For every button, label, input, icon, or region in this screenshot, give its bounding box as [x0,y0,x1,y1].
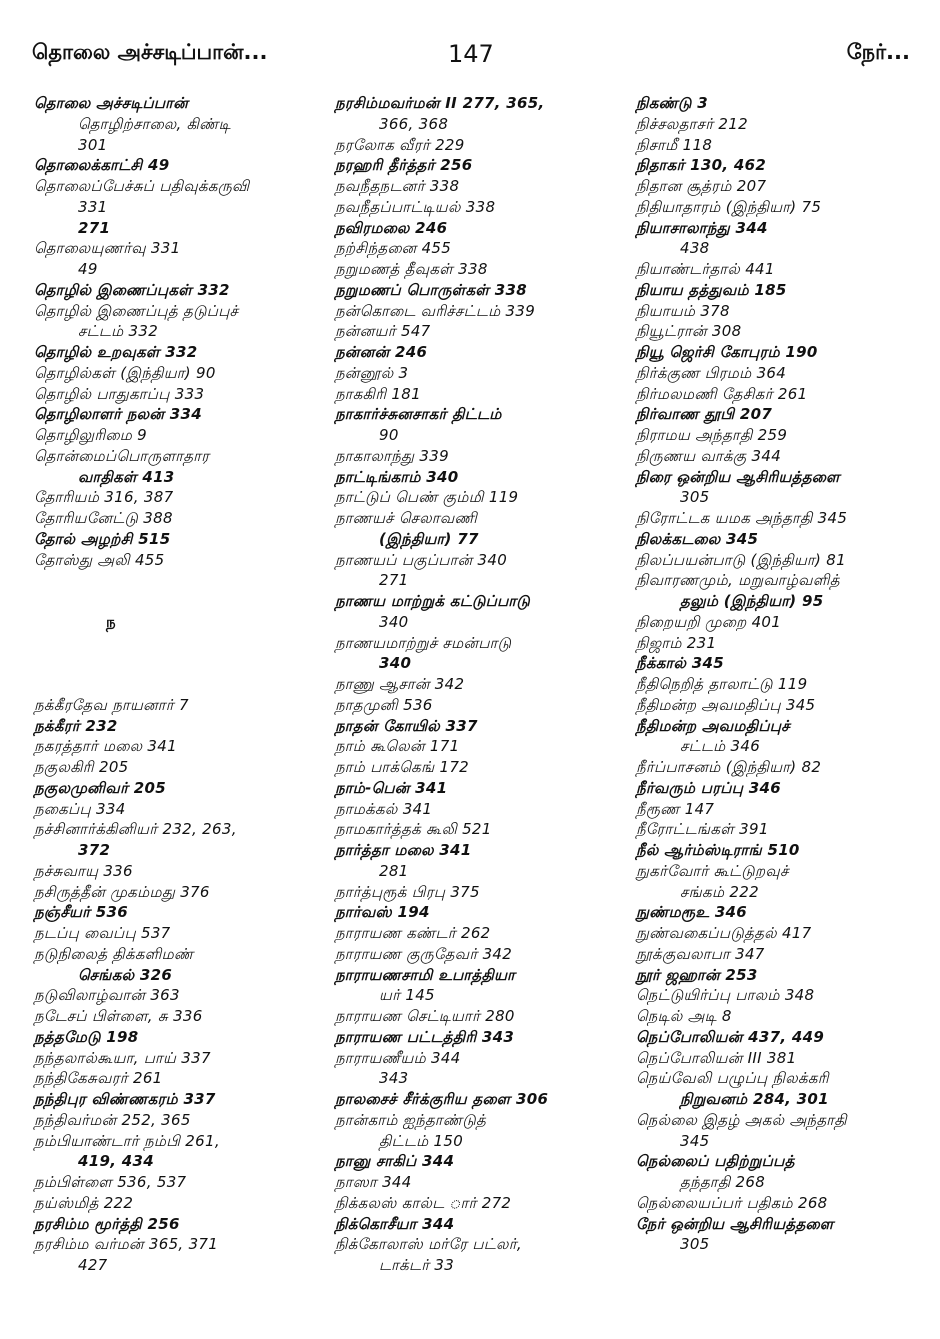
index-entry: நார்த்புரூக் பிரபு 375 [335,882,480,901]
index-entry-continuation: 343 [379,1069,409,1088]
index-entry: நடேசப் பிள்ளை, சு 336 [34,1007,203,1025]
index-entry-continuation: 366, 368 [379,114,449,133]
index-entry: நந்திகேசுவரர் 261 [34,1069,163,1088]
index-entry-continuation: 438 [680,239,710,258]
index-entry: நாராயண செட்டியார் 280 [335,1007,515,1025]
index-entry: நீர்வரும் பரப்பு 346 [636,778,781,797]
index-entry: நாம்-பென் 341 [335,778,448,797]
index-entry: நச்சினார்க்கினியர் 232, 263, [34,820,237,839]
index-entry-continuation: 90 [379,426,399,444]
index-entry: நியூட்ரான் 308 [636,322,742,341]
index-entry: நக்கீரதேவ நாயனார் 7 [34,695,189,714]
section-letter: ந [106,612,116,631]
index-entry: நாட்டிங்காம் 340 [335,467,459,486]
index-entry: நிரை ஒன்றிய ஆசிரியத்தளை [636,467,840,486]
index-entry: நெய்வேலி பழுப்பு நிலக்கரி [636,1069,829,1088]
index-entry-continuation: 419, 434 [78,1152,154,1171]
index-entry: தொழில் பாதுகாப்பு 333 [34,384,205,403]
index-entry-continuation: தொழிற்சாலை, கிண்டி [78,114,231,133]
index-entry: நியாய தத்துவம் 185 [636,280,787,299]
index-entry-continuation: 271 [379,571,409,590]
index-entry: நிசாமீ 118 [636,135,713,154]
blank-line [34,633,324,654]
index-entry: நுகர்வோர் கூட்டுறவுச் [636,861,789,880]
page-number: 147 [448,40,494,68]
index-entry: நாணயப் பகுப்பான் 340 [335,550,508,569]
index-entry: நிதாகர் 130, 462 [636,156,767,175]
blank-line [34,591,324,612]
index-entry: நாமகார்த்தக் கூலி 521 [335,820,492,839]
index-entry: நூர் ஜஹான் 253 [636,965,758,984]
index-entry: நீர்ப்பாசனம் (இந்தியா) 82 [636,758,822,776]
index-entry: நந்தலால்கூயா, பாய் 337 [34,1048,211,1067]
running-head-left: தொலை அச்சடிப்பான்... [32,40,268,64]
index-entry: நன்கொடை வரிச்சட்டம் 339 [335,301,536,320]
index-entry-continuation: திட்டம் 150 [379,1131,464,1150]
index-entry: நிச்சலதாசர் 212 [636,114,748,133]
index-entry: நுண்மரூஉ 346 [636,903,748,922]
index-entry: நரலோக வீரர் 229 [335,135,465,154]
index-entry: நியாசாலாந்து 344 [636,218,768,237]
index-entry-continuation: தந்தாதி 268 [680,1173,766,1191]
index-entry: நடுவிலாழ்வான் 363 [34,986,180,1005]
index-entry: நறுமணப் பொருள்கள் 338 [335,280,527,299]
index-entry: தோரியம் 316, 387 [34,488,174,507]
index-entry: நாராயணீயம் 344 [335,1048,461,1067]
index-entry: நீதிநெறித் தாலாட்டு 119 [636,675,808,693]
index-entry: நிலக்கடலை 345 [636,529,759,548]
index-entry: நிர்க்குண பிரமம் 364 [636,363,787,382]
index-entry: நெல்லையப்பர் பதிகம் 268 [636,1193,828,1212]
index-entry: நாமக்கல் 341 [335,799,433,818]
index-entry: நரசிம்ம வர்மன் 365, 371 [34,1235,219,1254]
index-entry: நிர்மலமணி தேசிகர் 261 [636,384,808,403]
index-entry: நீதிமன்ற அவமதிப்புச் [636,716,790,735]
index-entry: தொலையுணர்வு 331 [34,239,181,258]
index-entry: நரசிம்மவர்மன் II 277, 365, [335,94,545,112]
index-entry-continuation: 340 [379,654,412,673]
index-entry: நரஹரி தீர்த்தர் 256 [335,156,473,175]
index-entry-continuation: 305 [680,488,710,507]
index-entry: நாதன் கோயில் 337 [335,716,478,735]
index-entry: நாம் பாக்கெங் 172 [335,758,470,776]
index-entry: நிகண்டு 3 [636,94,708,112]
blank-line [34,674,324,695]
index-entry: நீரூண 147 [636,799,715,818]
index-entry-continuation: 49 [78,260,98,278]
index-entry: தோல் அழற்சி 515 [34,529,171,548]
index-entry: தொலைக்காட்சி 49 [34,156,170,175]
index-entry: நீல் ஆர்ம்ஸ்டிராங் 510 [636,841,800,859]
index-entry: நீக்கால் 345 [636,654,725,673]
index-entry: நகுலமுனிவர் 205 [34,778,166,797]
blank-line [34,653,324,674]
index-entry-continuation: தலும் (இந்தியா) 95 [680,592,824,610]
index-entry: தொழில்கள் (இந்தியா) 90 [34,363,216,382]
index-entry: நசிருத்தீன் முகம்மது 376 [34,882,210,901]
index-entry: நுண்வகைப்படுத்தல் 417 [636,924,812,942]
index-entry: நம்பிள்ளை 536, 537 [34,1173,187,1191]
index-entry: நார்வஸ் 194 [335,903,430,922]
index-entry: நன்னயர் 547 [335,322,431,341]
index-entry: நறுமணத் தீவுகள் 338 [335,260,488,278]
index-column-1 [34,93,324,1276]
index-entry: நற்சிந்தனை 455 [335,239,452,258]
index-entry-continuation: 301 [78,135,108,154]
index-entry: நாராயண கண்டர் 262 [335,924,491,942]
index-entry: நெடில் அடி 8 [636,1007,732,1025]
index-entry: நிதான சூத்ரம் 207 [636,177,767,195]
index-entry-continuation: யர் 145 [379,986,435,1005]
running-head-right: நேர்... [846,40,910,64]
index-entry: நன்னூல் 3 [335,363,409,382]
index-entry-continuation: 345 [680,1131,710,1150]
index-entry: நேர் ஒன்றிய ஆசிரியத்தளை [636,1214,834,1233]
index-entry-continuation: சட்டம் 346 [680,737,761,756]
index-entry: நாகாலாந்து 339 [335,446,449,465]
index-entry: நாணயமாற்றுச் சமன்பாடு [335,633,512,652]
index-entry: நவநீதப்பாட்டியல் 338 [335,197,496,216]
index-entry: நீதிமன்ற அவமதிப்பு 345 [636,695,816,714]
index-entry: நந்திவர்மன் 252, 365 [34,1110,191,1129]
index-entry: தொன்மைப்பொருளாதார [34,446,210,465]
index-entry-continuation: 340 [379,612,409,631]
index-entry: நாம் கூலென் 171 [335,737,460,756]
index-entry: நியாண்டர்தால் 441 [636,260,775,278]
index-entry-continuation: டாக்டர் 33 [379,1256,455,1274]
index-entry: நம்பியாண்டார் நம்பி 261, [34,1131,220,1150]
blank-line [34,570,324,591]
index-entry: நிருணய வாக்கு 344 [636,446,782,465]
index-entry: நெப்போலியன் III 381 [636,1048,797,1067]
index-entry: நாலசைச் சீர்க்குரிய தளை 306 [335,1090,549,1108]
index-entry: நிரோட்டக யமக அந்தாதி 345 [636,509,848,527]
index-entry: நக்கீரர் 232 [34,716,118,735]
index-entry-continuation: சட்டம் 332 [78,322,159,341]
index-entry: நன்னன் 246 [335,343,428,361]
index-entry: நாகார்ச்சுனசாகர் திட்டம் [335,405,502,424]
index-entry: நிக்கலஸ் கால்ட ார் 272 [335,1193,512,1212]
index-entry: நாதமுனி 536 [335,695,433,714]
index-entry: நார்த்தா மலை 341 [335,841,472,859]
index-entry: நச்சுவாயு 336 [34,861,133,880]
index-entry: தொழிலுரிமை 9 [34,426,147,444]
index-entry-continuation: வாதிகள் 413 [78,467,175,486]
index-entry-continuation: 281 [379,861,409,880]
index-column-2 [335,93,625,1276]
index-entry: நவிரமலை 246 [335,218,448,237]
index-entry-continuation: 372 [78,841,111,859]
index-entry: நானு சாகிப் 344 [335,1152,455,1171]
index-entry: நாணயச் செலாவணி [335,509,478,527]
index-entry: நூக்குவலாபா 347 [636,944,765,963]
index-entry: நாஸா 344 [335,1173,412,1191]
index-entry: நத்தமேடு 198 [34,1027,139,1046]
index-entry: நஞ்சீயர் 536 [34,903,128,922]
index-entry: தொழில் இணைப்புத் தடுப்புச் [34,301,239,320]
index-entry: நியூ ஜெர்சி கோபுரம் 190 [636,343,818,361]
index-entry-continuation: 271 [78,218,111,237]
index-entry: நடப்பு வைப்பு 537 [34,924,171,942]
index-entry: தோஸ்து அலி 455 [34,550,165,569]
index-entry: நெல்லை இதழ் அகல் அந்தாதி [636,1110,847,1129]
index-entry-continuation: 427 [78,1256,108,1274]
index-entry: நிஜாம் 231 [636,633,717,652]
index-entry: நெப்போலியன் 437, 449 [636,1027,825,1046]
index-entry: தோரியனேட்டு 388 [34,509,173,527]
index-entry: நகுலகிரி 205 [34,758,129,776]
index-entry: நிதியாதாரம் (இந்தியா) 75 [636,197,822,216]
index-entry: நகைப்பு 334 [34,799,126,818]
index-entry: நிலப்பயன்பாடு (இந்தியா) 81 [636,550,846,569]
index-entry: தொழில் உறவுகள் 332 [34,343,198,361]
index-entry: நிராமய அந்தாதி 259 [636,426,788,444]
index-entry: நரசிம்ம மூர்த்தி 256 [34,1214,180,1233]
index-entry: நிக்கோலாஸ் மர்ரே பட்லர், [335,1235,522,1254]
index-entry: நகரத்தார் மலை 341 [34,737,177,756]
index-entry: தொலைப்பேச்சுப் பதிவுக்கருவி [34,177,250,195]
index-entry: நிர்வாண தூபி 207 [636,405,773,424]
index-entry: தொலை அச்சடிப்பான் [34,94,189,112]
index-entry: நாணய மாற்றுக் கட்டுப்பாடு [335,592,531,610]
index-entry-continuation: (இந்தியா) 77 [379,529,479,548]
index-entry-continuation: நிறுவனம் 284, 301 [680,1090,829,1108]
index-entry: தொழிலாளர் நலன் 334 [34,405,202,424]
index-entry-continuation: செங்கல் 326 [78,965,173,984]
index-entry: நடுநிலைத் திக்களிமண் [34,944,194,963]
index-entry: நவநீதநடனர் 338 [335,177,460,195]
index-entry: நெட்டுயிர்ப்பு பாலம் 348 [636,986,815,1005]
index-column-3 [636,93,926,1255]
index-entry: நந்திபுர விண்ணகரம் 337 [34,1090,216,1108]
index-entry: நிவாரணமும், மறுவாழ்வளித் [636,571,840,590]
index-entry-continuation: 331 [78,197,108,216]
index-entry: நீரோட்டங்கள் 391 [636,820,769,839]
index-entry: நாராயண பட்டத்திரி 343 [335,1027,515,1046]
index-entry: நாராயணசாமி உபாத்தியா [335,965,516,984]
index-entry: நெல்லைப் பதிற்றுப்பத் [636,1152,795,1171]
index-entry-continuation: சங்கம் 222 [680,882,759,901]
index-entry: நாககிரி 181 [335,384,421,403]
index-entry: நாராயண குருதேவர் 342 [335,944,513,963]
index-entry: நிக்கொசீயா 344 [335,1214,455,1233]
index-entry: நியாயம் 378 [636,301,730,320]
index-entry: நிறையறி முறை 401 [636,612,782,631]
index-entry-continuation: 305 [680,1235,710,1254]
index-entry: நாட்டுப் பெண் கும்மி 119 [335,488,519,507]
index-entry: நாணு ஆசான் 342 [335,675,465,693]
index-entry: நான்காம் ஐந்தாண்டுத் [335,1110,487,1129]
index-entry: நய்ஸ்மித் 222 [34,1193,134,1212]
index-entry: தொழில் இணைப்புகள் 332 [34,280,230,299]
